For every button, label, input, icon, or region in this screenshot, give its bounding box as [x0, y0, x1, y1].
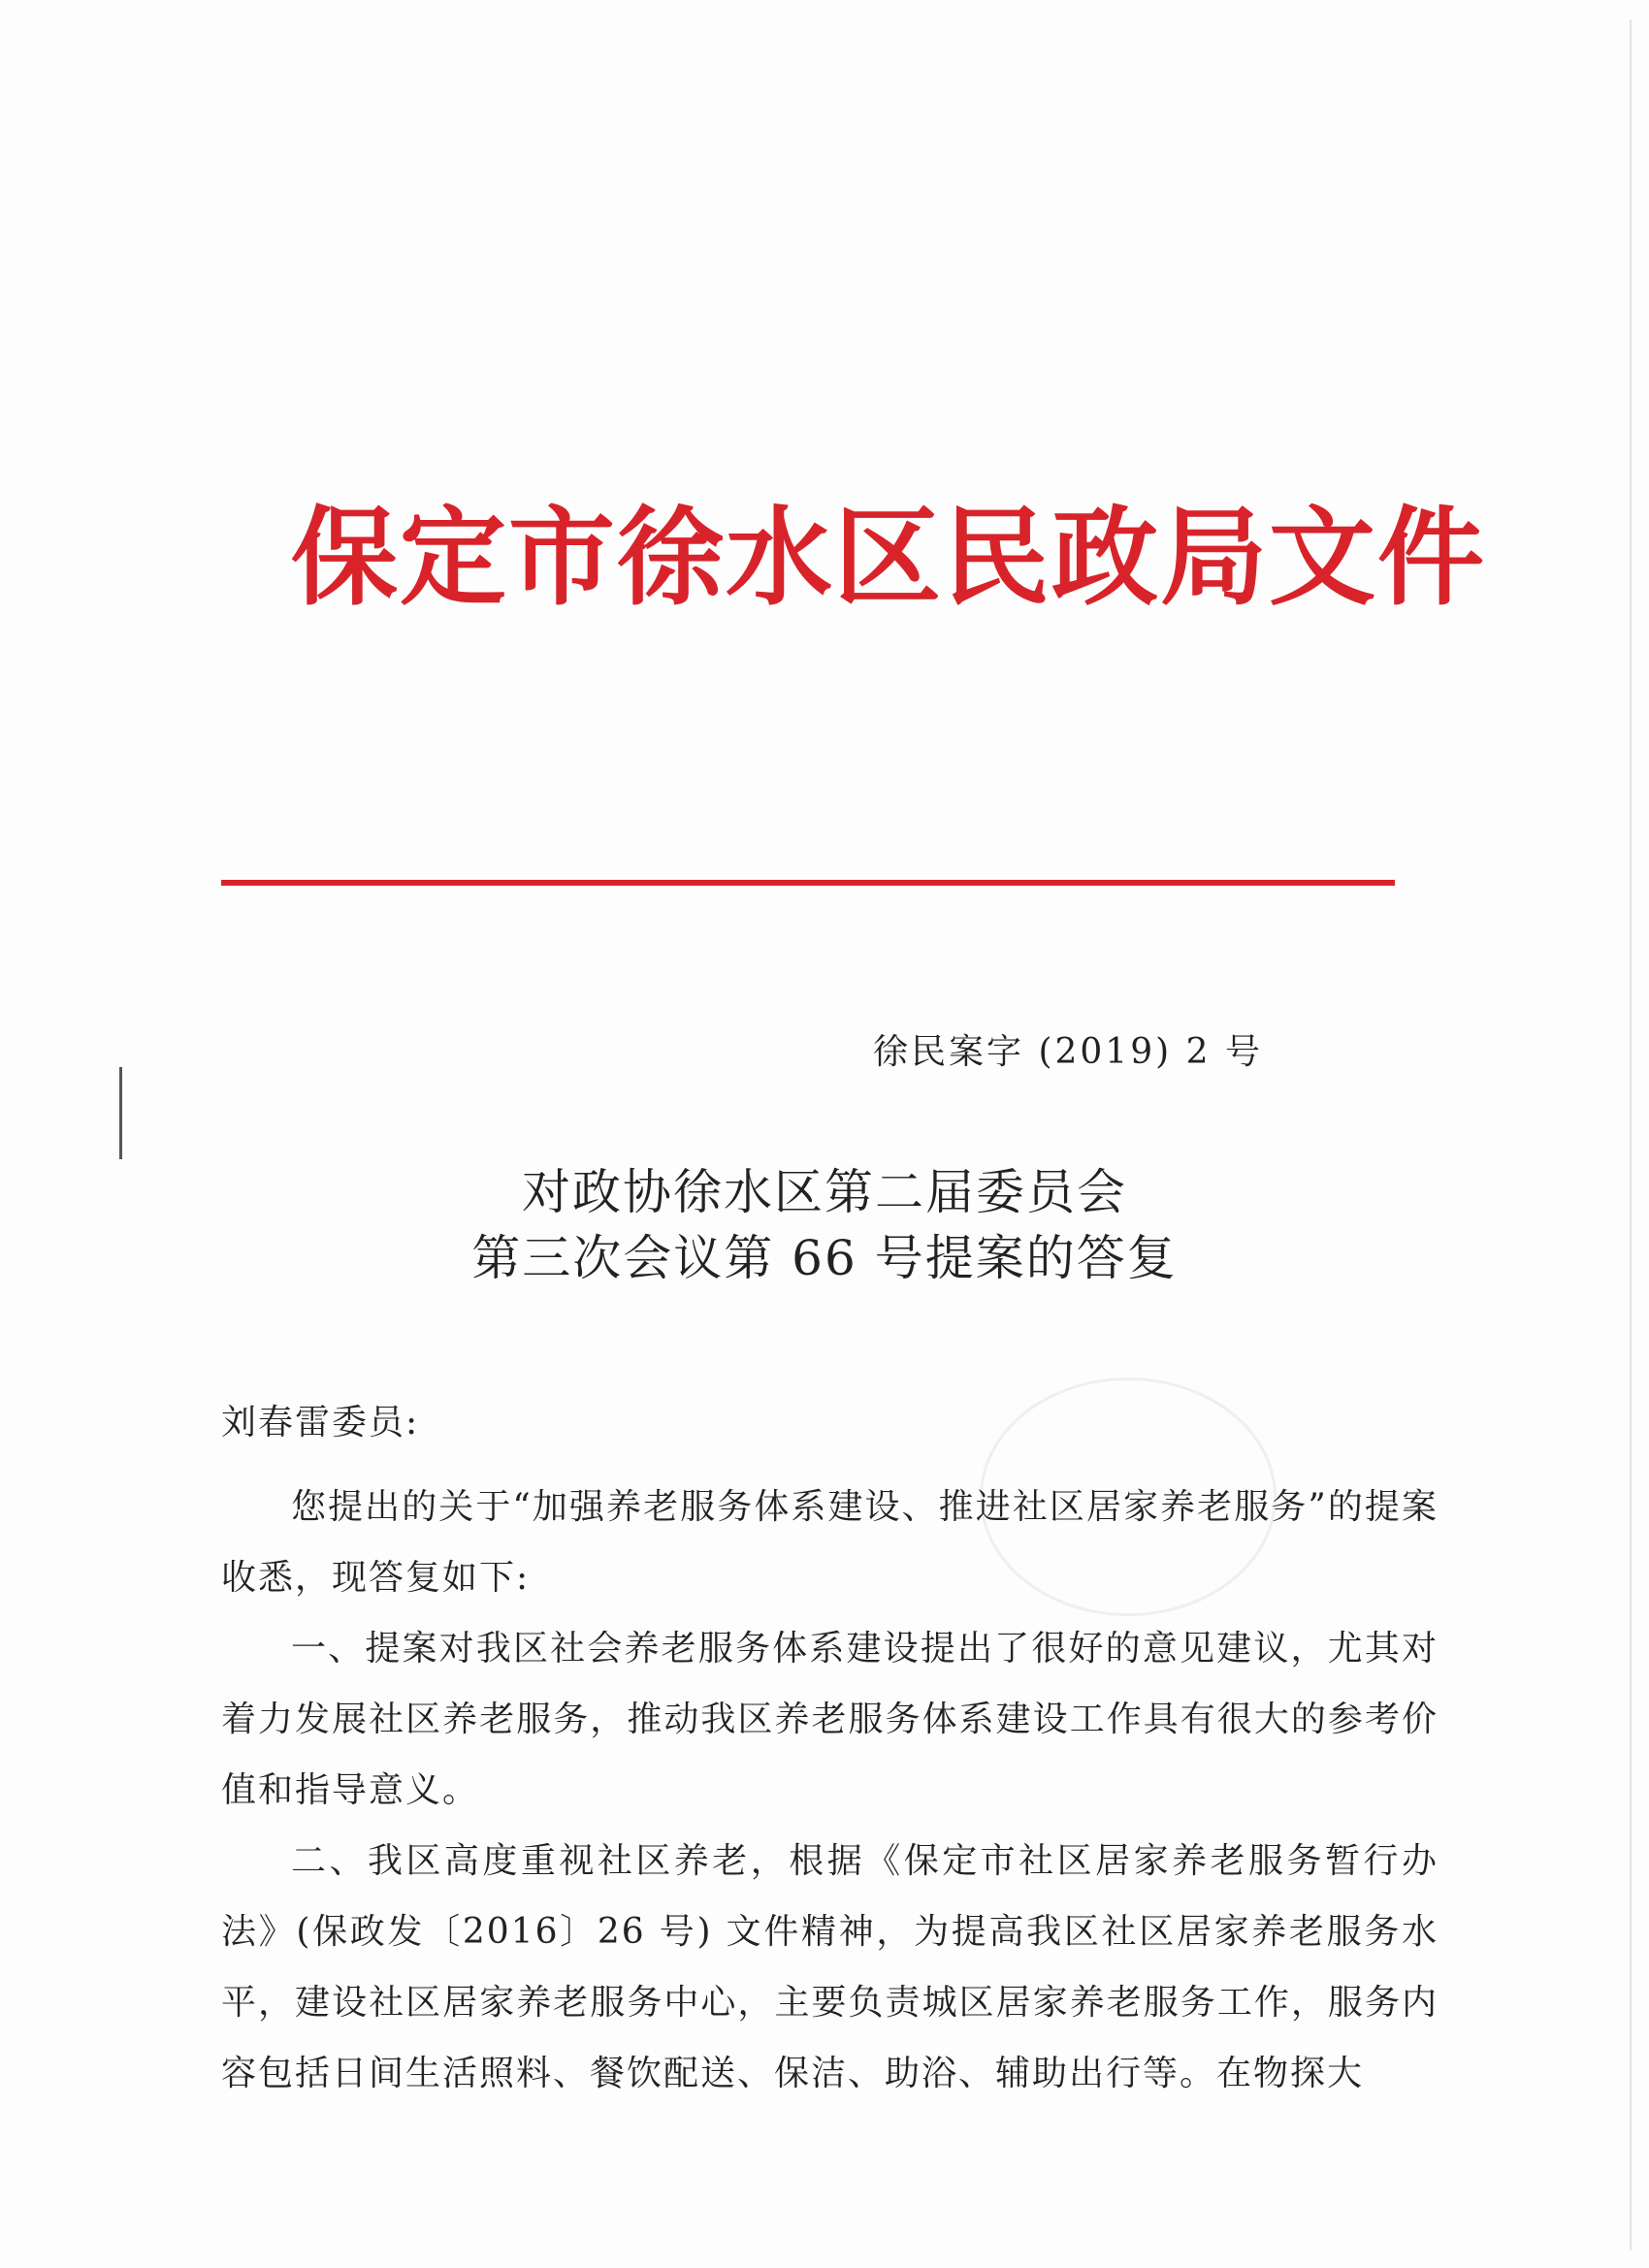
document-title-line-2: 第三次会议第 66 号提案的答复: [471, 1230, 1178, 1286]
body-paragraph: 二、我区高度重视社区养老，根据《保定市社区居家养老服务暂行办法》(保政发〔2016〕26 号) 文件精神，为提高我区社区居家养老服务水平，建设社区居家养老服务中心，主要负责城区居家养老服务工作，服务内容包括日间生活照料、餐饮配送、保洁、助浴、辅助出行等。在物探大: [221, 1841, 1439, 2093]
red-divider-rule: [221, 880, 1395, 886]
document-body: [221, 1387, 1439, 2109]
document-title-line-1: 对政协徐水区第二届委员会: [522, 1164, 1127, 1220]
binding-margin-mark: [119, 1067, 122, 1159]
page-edge-shadow: [1630, 19, 1632, 2251]
document-title: [291, 1159, 1358, 1291]
salutation: 刘春雷委员:: [221, 1403, 420, 1442]
agency-header-title: 保定市徐水区民政局文件: [291, 496, 1486, 620]
body-paragraph: 您提出的关于“加强养老服务体系建设、推进社区居家养老服务”的提案收悉，现答复如下:: [221, 1487, 1439, 1598]
body-paragraph: 一、提案对我区社会养老服务体系建设提出了很好的意见建议，尤其对着力发展社区养老服务，推动我区养老服务体系建设工作具有很大的参考价值和指导意义。: [221, 1629, 1439, 1810]
document-number: 徐民案字 (2019) 2 号: [873, 1032, 1263, 1072]
